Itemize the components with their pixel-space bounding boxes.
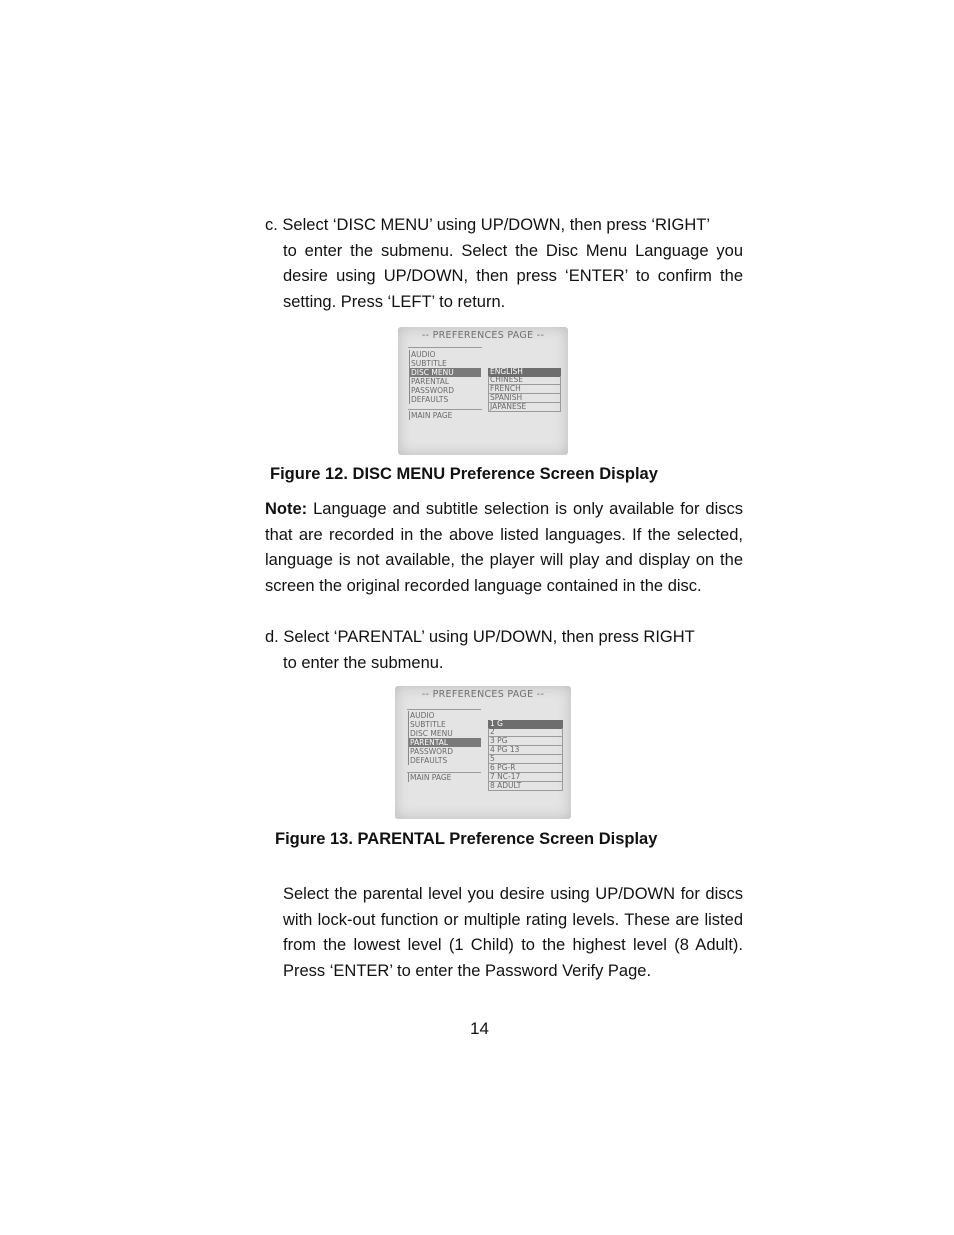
osd-divider bbox=[407, 709, 481, 710]
osd-option-5: 5 bbox=[488, 755, 563, 764]
note-line-1-text: Language and subtitle selection is only available for discs bbox=[313, 500, 743, 518]
osd-option-6: 6 PG-R bbox=[488, 764, 563, 773]
step-c-line-2: to enter the submenu. Select the Disc Menu Language you bbox=[283, 241, 743, 260]
osd-option-1: 1 G bbox=[488, 720, 563, 729]
osd-menu-password: PASSWORD bbox=[411, 386, 455, 395]
osd-menu-disc-menu: DISC MENU bbox=[410, 729, 453, 738]
osd-option-chinese: CHINESE bbox=[488, 376, 561, 385]
note-line-1 bbox=[265, 497, 743, 523]
step-c-paragraph bbox=[265, 213, 743, 316]
osd-menu-disc-menu: DISC MENU bbox=[409, 368, 481, 377]
note-line-2: that are recorded in the above listed languages. If the selected, bbox=[265, 525, 743, 544]
note-line-3: language is not available, the player will play and display on the bbox=[265, 551, 743, 570]
figure-13-caption: Figure 13. PARENTAL Preference Screen Display bbox=[275, 830, 658, 848]
osd-option-spanish: SPANISH bbox=[488, 394, 561, 403]
osd-main-page: MAIN PAGE bbox=[410, 773, 452, 782]
note-line-4: screen the original recorded language contained in the disc. bbox=[265, 577, 702, 596]
osd-menu-parental: PARENTAL bbox=[408, 738, 481, 747]
osd-option-french: FRENCH bbox=[488, 385, 561, 394]
closing-line-4: Press ‘ENTER’ to enter the Password Verify Page. bbox=[283, 962, 652, 981]
osd-menu-audio: AUDIO bbox=[411, 350, 436, 359]
osd-divider bbox=[408, 347, 482, 348]
page-number: 14 bbox=[470, 1019, 489, 1038]
osd-menu-subtitle: SUBTITLE bbox=[411, 359, 447, 368]
osd-divider bbox=[408, 409, 482, 410]
osd-option-japanese: JAPANESE bbox=[488, 403, 561, 412]
osd-option-4: 4 PG 13 bbox=[488, 746, 563, 755]
disc-menu-preferences-screen bbox=[398, 327, 568, 455]
step-c-line-1: c. Select ‘DISC MENU’ using UP/DOWN, then press ‘RIGHT’ bbox=[265, 216, 710, 234]
step-c-line-3: desire using UP/DOWN, then press ‘ENTER’ to confirm the bbox=[283, 267, 743, 286]
figure-12-caption: Figure 12. DISC MENU Preference Screen Display bbox=[270, 465, 658, 483]
closing-line-1: Select the parental level you desire using UP/DOWN for discs bbox=[283, 885, 743, 903]
osd-menu-parental: PARENTAL bbox=[411, 377, 450, 386]
step-d-line-1: d. Select ‘PARENTAL’ using UP/DOWN, then press RIGHT bbox=[265, 628, 695, 646]
closing-paragraph bbox=[283, 882, 743, 985]
osd-option-english: ENGLISH bbox=[488, 368, 561, 377]
osd-option-3: 3 PG bbox=[488, 737, 563, 746]
osd-menu-audio: AUDIO bbox=[410, 711, 435, 720]
closing-line-2: with lock-out function or multiple rating levels. These are listed bbox=[283, 910, 743, 929]
note-paragraph bbox=[265, 497, 743, 600]
osd-menu-password: PASSWORD bbox=[410, 747, 454, 756]
step-c-line-4: setting. Press ‘LEFT’ to return. bbox=[283, 293, 506, 312]
note-label: Note: bbox=[265, 500, 308, 518]
parental-preferences-screen bbox=[395, 686, 571, 819]
osd-option-7: 7 NC-17 bbox=[488, 773, 563, 782]
osd-menu-subtitle: SUBTITLE bbox=[410, 720, 446, 729]
osd-title: -- PREFERENCES PAGE -- bbox=[421, 330, 545, 341]
step-d-paragraph bbox=[265, 625, 743, 676]
osd-title: -- PREFERENCES PAGE -- bbox=[421, 689, 545, 700]
osd-menu-defaults: DEFAULTS bbox=[411, 395, 449, 404]
osd-option-8: 8 ADULT bbox=[488, 782, 563, 791]
closing-line-3: from the lowest level (1 Child) to the highest level (8 Adult). bbox=[283, 936, 743, 955]
osd-option-2: 2 bbox=[488, 728, 563, 737]
step-d-line-2: to enter the submenu. bbox=[283, 653, 444, 672]
osd-menu-defaults: DEFAULTS bbox=[410, 756, 448, 765]
osd-main-page: MAIN PAGE bbox=[411, 411, 453, 420]
